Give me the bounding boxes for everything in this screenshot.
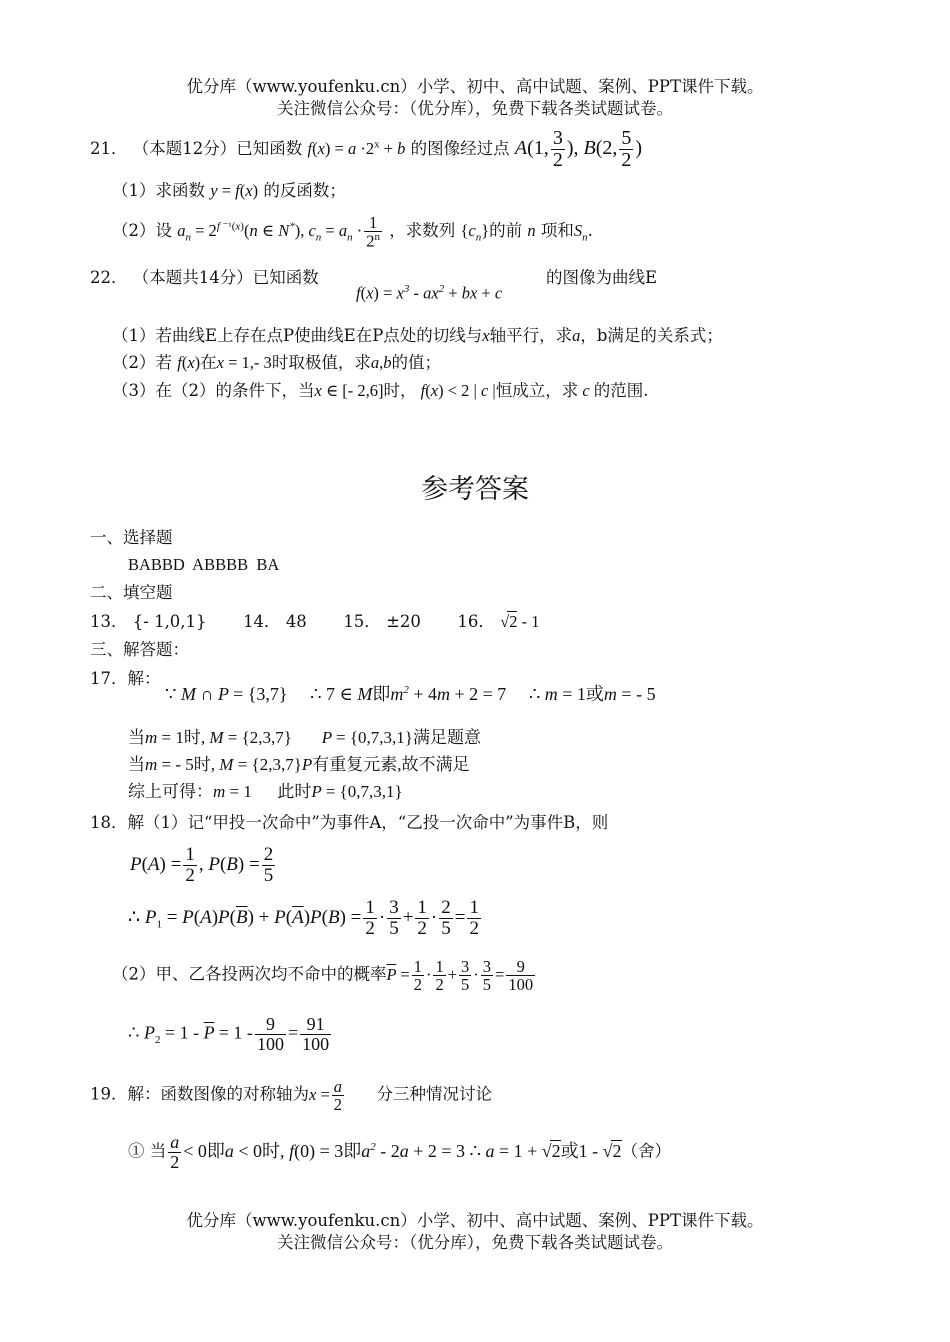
q21-statement <box>90 128 642 171</box>
q17-line-3: 当m = - 5时, M = {2,3,7}P有重复元素,故不满足 <box>128 755 470 774</box>
q22-part2-a: （2）若 <box>112 353 172 372</box>
q22-function: $f(x) = x^3 - ax^2$ + bx + c <box>356 283 503 303</box>
q22-part2-fx: f(x) <box>177 353 201 372</box>
q22-part1-a: （1）若曲线E上存在点P使曲线E在P点处的切线与 <box>112 326 483 345</box>
q21-part1-end: 的反函数； <box>263 181 346 200</box>
fill-15-num: 15． <box>343 612 381 631</box>
q22-end: 的图像为曲线E <box>546 268 658 287</box>
q21-function: $f(x) = a \cdot 2^x + b$ <box>307 138 406 159</box>
header-line-2: 关注微信公众号：（优分库），免费下载各类试题试卷。 <box>277 99 673 118</box>
q22-statement <box>90 268 319 288</box>
q21-points: A(1, $\frac{3}{2}$ ), B(2, $\frac{5}{2}$ ) <box>514 127 643 171</box>
q17-line-1: ∵ M ∩ P = {3,7} ∴ 7 ∈ M即$m^2 + 4m + 2 = 7$ ∴ m = 1或m = - 5 <box>165 684 656 704</box>
q17-l4b: 此时 <box>277 782 312 801</box>
q21-part2-tail2: 项和 <box>540 220 574 240</box>
q21-part2-end: ，求数列 <box>389 220 456 240</box>
q22-part3 <box>112 381 649 401</box>
header-line-1: 优分库（www.youfenku.cn）小学、初中、高中试题、案例、PPT课件下载。 <box>186 77 764 96</box>
q19-line-1 <box>90 1078 492 1114</box>
fill-13: {- 1,0,1} <box>132 612 207 631</box>
q21-sn: $S_n$ <box>573 220 588 244</box>
choice-answers: BABBD ABBBB BA <box>128 555 280 574</box>
q18-p1: ∴ $P_1 = P(A)P(\overline{B}) + P(\overline{A})P(B)$ = $\frac{1}{2}$ · $\frac{3}{5}$ + $\frac{1}{2}$ · $\frac{2}{5}$ = $\frac{1}{2}$ <box>128 897 479 939</box>
q21-part2-text: （2）设 <box>112 220 172 240</box>
q19-case1-text: ① 当 <box>128 1141 167 1161</box>
q17-line-2: 当m = 1时, M = {2,3,7} P = {0,7,3,1}满足题意 <box>128 728 481 747</box>
q18-p2-text: （2）甲、乙各投两次均不命中的概率 <box>112 964 387 984</box>
q22-part2 <box>112 353 441 373</box>
q18-prob-def: P(A) = $\frac{1}{2}$ , P(B) = $\frac{2}{5}$ <box>130 844 274 886</box>
q22-number: 22． <box>90 268 128 287</box>
q22-part1-b: 轴平行，求 <box>489 326 573 345</box>
q22-part3-a: （3）在（2）的条件下，当 <box>112 381 315 400</box>
fill-14: 48 <box>285 612 307 631</box>
q18-p2-formula: $\overline{P}$ = $\frac{1}{2}$ · $\frac{1}{2}$ + $\frac{3}{5}$ · $\frac{3}{5}$ = $\frac{9}{100}$ <box>386 957 534 995</box>
q21-n: n <box>527 220 536 240</box>
q18-part2 <box>112 958 537 994</box>
fill-16-num: 16． <box>457 612 495 631</box>
q22-part2-b: 在 <box>200 353 217 372</box>
q17-l4a: 综上可得： <box>128 782 213 801</box>
q21-number: 21． <box>90 139 128 159</box>
q22-part3-cvar: c <box>578 381 594 400</box>
q22-part1 <box>112 326 723 346</box>
section-fill-heading: 二、填空题 <box>90 583 173 602</box>
section-solution-heading: 三、解答题： <box>90 640 189 659</box>
q18-p2-result: ∴ $P_2 = 1 - \overline{P} = 1$ - $\frac{9}{100}$ = $\frac{91}{100}$ <box>128 1014 330 1054</box>
q17-l2a: 当 <box>128 728 145 747</box>
q17-l2b: 满足题意 <box>412 728 481 747</box>
q21-part2 <box>112 214 593 250</box>
q21-part2-formula: $a_n = 2^{f ^{-1}(x)}(n$ ∈ N*), $c_n = a_n$ · $\frac{1}{2^n}$ <box>177 213 380 251</box>
section-choice-heading: 一、选择题 <box>90 528 173 547</box>
q21-part1 <box>112 181 346 201</box>
q19-case1-end: （舍） <box>621 1141 672 1161</box>
fill-16-formula: √2 - 1 <box>500 612 540 631</box>
q22-part1-a-var: a <box>572 326 581 345</box>
q18-line-1: 18．解（1）记“甲投一次命中”为事件A，“乙投一次命中”为事件B，则 <box>90 813 609 832</box>
q22-part1-c: ，b满足的关系式； <box>580 326 723 345</box>
q19-case1-formula: $\frac{a}{2}$ < 0即a < 0时, f(0) = 3即$a^2 - 2a + 2 = 3$ ∴ a = 1 + √2或1 - √2 <box>170 1132 622 1172</box>
q17-l3b: 有重复元素,故不满足 <box>312 755 470 774</box>
q19-text-b: 分三种情况讨论 <box>376 1084 493 1104</box>
q21-part2-end2: . <box>587 220 593 240</box>
q21-mid: 的图像经过点 <box>410 139 510 159</box>
q19-axis: x = $\frac{a}{2}$ <box>309 1077 343 1115</box>
answers-title: 参考答案 <box>421 474 529 505</box>
q22-part1-x: x <box>482 326 490 345</box>
q22-part2-ab: a,b <box>370 353 392 372</box>
q21-part2-tail: 的前 <box>489 220 523 240</box>
fill-15: ±20 <box>386 612 421 631</box>
q19-text-a: 19．解：函数图像的对称轴为 <box>90 1084 309 1104</box>
footer-line-1: 优分库（www.youfenku.cn）小学、初中、高中试题、案例、PPT课件下载。 <box>186 1211 764 1230</box>
q17-l3a: 当 <box>128 755 145 774</box>
q22-part3-c: 恒成立，求 <box>495 381 579 400</box>
q21-part1-text: （1）求函数 <box>112 181 205 200</box>
fill-answers <box>90 611 539 632</box>
q22-part3-b: 时， <box>383 381 417 400</box>
q22-part2-cond: x = 1,- 3 <box>216 353 272 372</box>
q19-case-1 <box>128 1133 671 1172</box>
footer-line-2: 关注微信公众号：（优分库），免费下载各类试题试卷。 <box>277 1233 673 1252</box>
q22-part3-ineq: f(x) < 2 | c | <box>416 381 496 400</box>
q22-part2-d: 的值； <box>391 353 441 372</box>
q22-part3-d: 的范围. <box>593 381 649 400</box>
fill-14-num: 14． <box>243 612 281 631</box>
q17-number: 17．解： <box>90 669 161 688</box>
q22-part3-range: x ∈ [- 2,6] <box>314 381 384 400</box>
fill-13-num: 13． <box>90 612 128 631</box>
q21-sequence: $\{c_n\}$ <box>460 220 490 244</box>
q17-line-4: 综上可得：m = 1 此时P = {0,7,3,1} <box>128 782 403 801</box>
q22-intro: （本题共14分）已知函数 <box>132 268 319 287</box>
q21-part1-formula: y = f(x) <box>210 181 259 200</box>
q21-intro: （本题12分）已知函数 <box>132 139 303 159</box>
q22-part2-c: 时取极值，求 <box>271 353 371 372</box>
